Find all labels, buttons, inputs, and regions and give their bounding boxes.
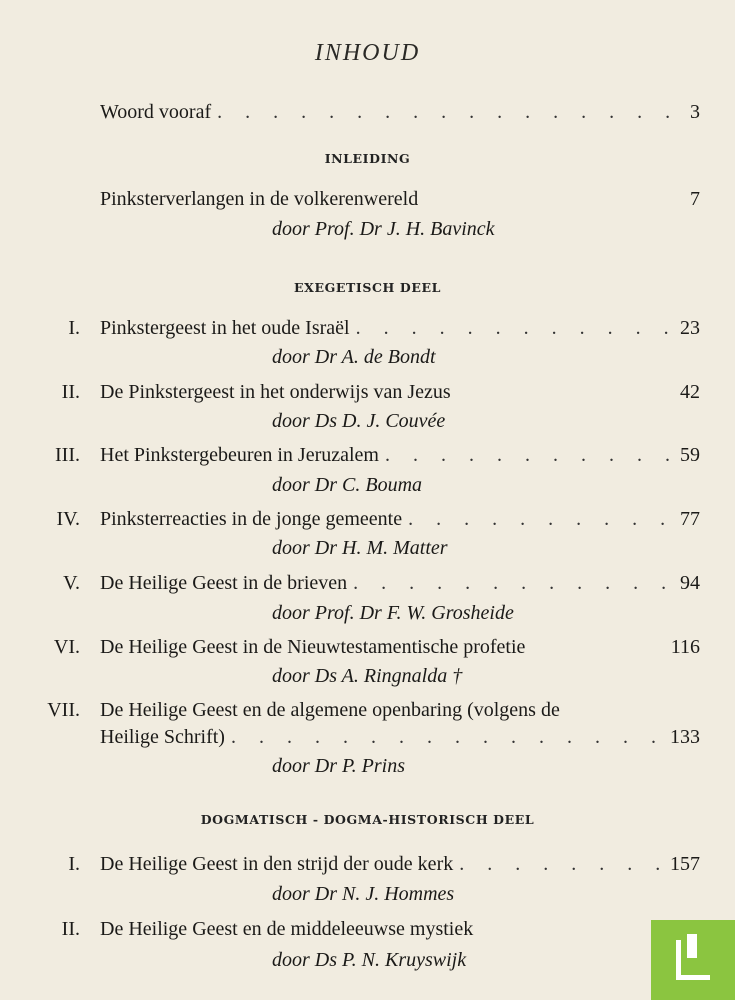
entry-author: door Dr N. J. Hommes	[272, 883, 455, 905]
section-title-exegetisch: EXEGETISCH DEEL	[294, 280, 441, 295]
dot-leader	[231, 726, 660, 749]
entry-number: VII.	[47, 699, 80, 721]
entry-page: 7	[690, 188, 700, 210]
entry-page: 23	[680, 317, 700, 339]
entry-title-continued: Heilige Schrift)	[100, 726, 225, 748]
entry-number: V.	[63, 572, 80, 594]
entry-author: door Dr A. de Bondt	[272, 346, 436, 368]
toc-entry	[0, 508, 735, 538]
dot-leader	[459, 853, 660, 876]
entry-title: De Heilige Geest en de algemene openbaring (volgens de	[100, 699, 560, 721]
entry-title: De Heilige Geest in den strijd der oude kerk	[100, 853, 454, 875]
logo-mark	[676, 940, 710, 980]
entry-author: door Dr C. Bouma	[272, 474, 423, 496]
dot-leader	[356, 317, 670, 340]
toc-entry	[0, 572, 735, 602]
dot-leader	[385, 444, 670, 467]
entry-number: IV.	[56, 508, 80, 530]
page-title: INHOUD	[314, 40, 421, 66]
toc-entry	[0, 444, 735, 474]
entry-author: door Prof. Dr J. H. Bavinck	[272, 218, 495, 240]
entry-title: De Pinkstergeest in het onderwijs van Jezus	[100, 381, 451, 403]
entry-title: Het Pinkstergebeuren in Jeruzalem	[100, 444, 379, 466]
entry-author: door Ds A. Ringnalda †	[272, 665, 463, 687]
entry-page: 42	[680, 381, 700, 403]
entry-number: I.	[68, 853, 80, 875]
entry-title: Pinksterverlangen in de volkerenwereld	[100, 188, 419, 210]
entry-author: door Ds P. N. Kruyswijk	[272, 949, 467, 971]
section-title-inleiding: INLEIDING	[324, 151, 411, 166]
entry-author: door Dr P. Prins	[272, 755, 405, 777]
toc-entry-foreword	[0, 101, 735, 131]
toc-entry-continuation	[0, 726, 735, 756]
entry-title: Pinksterreacties in de jonge gemeente	[100, 508, 403, 530]
toc-entry	[0, 636, 735, 666]
entry-number: III.	[55, 444, 80, 466]
toc-entry	[0, 699, 735, 729]
entry-title: De Heilige Geest en de middeleeuwse mystiek	[100, 918, 474, 940]
entry-page: 157	[670, 853, 700, 875]
entry-author: door Ds D. J. Couvée	[272, 410, 446, 432]
toc-entry	[0, 381, 735, 411]
entry-page: 77	[680, 508, 700, 530]
entry-title: De Heilige Geest in de Nieuwtestamentische profetie	[100, 636, 526, 658]
toc-entry	[0, 317, 735, 347]
toc-entry	[0, 853, 735, 883]
entry-page: 133	[670, 726, 700, 748]
entry-number: VI.	[53, 636, 80, 658]
dot-leader	[217, 101, 680, 124]
entry-author: door Prof. Dr F. W. Grosheide	[272, 602, 514, 624]
toc-entry	[0, 918, 735, 948]
toc-entry	[0, 188, 735, 218]
entry-title: Woord vooraf	[100, 101, 212, 123]
entry-page: 3	[690, 101, 700, 123]
entry-number: II.	[61, 918, 80, 940]
lastdodo-logo-icon	[651, 920, 735, 1000]
dot-leader	[353, 572, 670, 595]
entry-number: II.	[61, 381, 80, 403]
entry-number: I.	[68, 317, 80, 339]
entry-page: 59	[680, 444, 700, 466]
entry-title: De Heilige Geest in de brieven	[100, 572, 348, 594]
entry-page: 94	[680, 572, 700, 594]
entry-page: 116	[670, 636, 700, 658]
entry-title: Pinkstergeest in het oude Israël	[100, 317, 350, 339]
entry-author: door Dr H. M. Matter	[272, 537, 448, 559]
dot-leader	[408, 508, 670, 531]
section-title-dogmatisch: DOGMATISCH - DOGMA-HISTORISCH DEEL	[200, 812, 535, 827]
